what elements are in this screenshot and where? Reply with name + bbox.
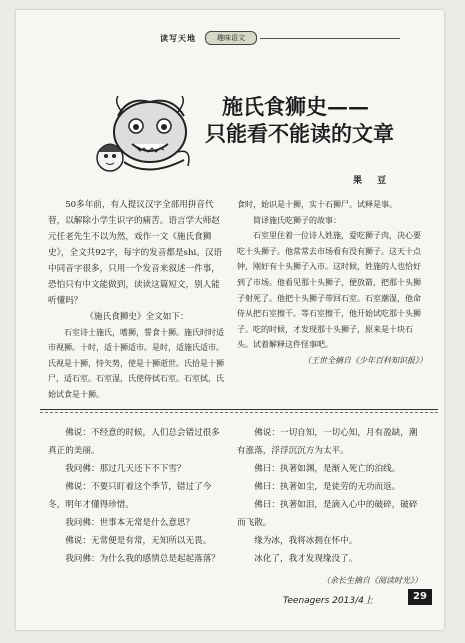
poem-right-column	[237, 424, 422, 590]
poem-line: 佛说：不要只盯着这个季节，错过了今冬，明年才懂得珍惜。	[48, 482, 212, 510]
intro-paragraph: 50多年前，有人提议汉字全部用拼音代替，以解除小学生识字的痛苦。语言学大师赵元任老先生不以为然，戏作一文《施氏食狮史》，全文共92字，每字的发音都是shi。汉语中同音字很多，只用一个发音来叙述一件事，恐怕只有中文能做到，读读这篇短文，别人能听懂吗？	[48, 200, 223, 306]
classical-text-continued: 食时，始识是十狮，实十石狮尸。试释是事。	[237, 200, 397, 209]
article-title-line1: 施氏食狮史——	[222, 94, 369, 119]
header-rule	[260, 38, 400, 39]
poem-line: 缘为冰，我将冰拥在怀中。	[254, 536, 358, 546]
translation-heading: 简译施氏吃狮子的故事：	[253, 215, 341, 225]
poem-line: 佛曰：执著如渊，是渐入死亡的泊线。	[254, 464, 401, 474]
poem-line: 我问佛：世事本无常是什么意思？	[65, 518, 195, 528]
poem-left-column	[48, 424, 226, 568]
article-author: 果 豆	[353, 176, 393, 186]
article-right-column	[237, 197, 427, 369]
poem-line: 我问佛：为什么我的感情总是起起落落？	[65, 554, 220, 564]
article-source: （王世全摘自《少年百科知识报》）	[303, 355, 427, 365]
magazine-issue: Teenagers 2013/4上	[283, 596, 373, 606]
classical-text-paragraph: 石室诗士施氏，嗜狮，誓食十狮。施氏时时适市视狮。十时，适十狮适市。是时，适施氏适市。氏视是十狮，恃矢势，使是十狮逝世。氏拾是十狮尸，适石室。石室湿，氏使侍拭石室。石室拭，氏始试食是十狮。	[48, 328, 224, 399]
poem-line: 佛曰：执著如泪，是滴入心中的破碎，破碎而飞散。	[237, 500, 418, 528]
poem-line: 我问佛：那过几天还下不下雪？	[65, 464, 186, 474]
article-left-column	[48, 197, 226, 402]
translation-paragraph: 石室里住着一位诗人姓施，爱吃狮子肉，决心要吃十头狮子。他常常去市场看有没有狮子。这天十点钟，刚好有十头狮子入市。这时候，姓施的人也恰好到了市场。他看见那十头狮子，便放箭，把那十头狮子射死了。他把十头狮子带回石室。石室潮湿，他命侍从把石室擦干。等石室擦干，他开始试吃那十头狮子。吃的时候，才发现那十头狮子，原来是十块石头。试着解释这件怪事吧。	[237, 231, 421, 350]
poem-line: 佛曰：执著如尘，是徒劳的无功而返。	[254, 482, 401, 492]
section-divider	[40, 409, 438, 410]
article-title-line2: 只能看不能读的文章	[205, 121, 394, 146]
section-header: 读写天地	[160, 34, 196, 43]
poem-source: （余长生摘自《阅读时光》）	[322, 576, 422, 585]
lion-dance-illustration-icon	[88, 92, 200, 182]
page-number: 29	[408, 589, 432, 605]
poem-line: 佛说：不经意的时候，人们总会错过很多真正的美丽。	[48, 428, 220, 456]
section-divider-dashed	[40, 412, 438, 413]
poem-line: 佛说：无常便是有常，无知所以无畏。	[65, 536, 212, 546]
column-badge: 趣味语文	[205, 31, 257, 45]
fulltext-heading: 《施氏食狮史》全文如下：	[85, 312, 189, 322]
poem-line: 冰化了，我才发现缘没了。	[254, 554, 358, 564]
poem-line: 佛说：一切自知，一切心知，月有盈缺，潮有涨落，浮浮沉沉方为太平。	[237, 428, 418, 456]
